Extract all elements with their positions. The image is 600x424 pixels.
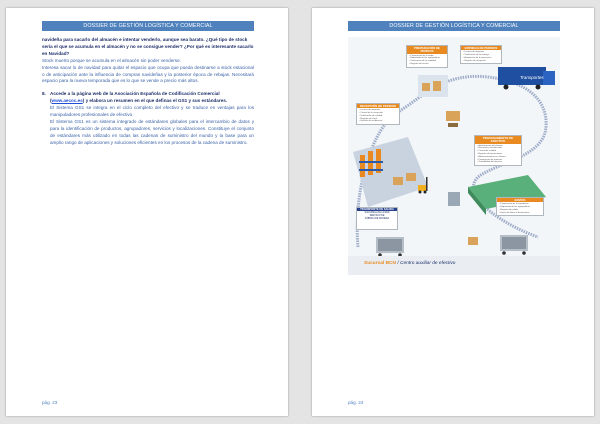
forklift-wheel <box>424 191 427 194</box>
trans-line: FÁBRICA DE MONEDA <box>364 218 390 221</box>
box-item: • Etiquetado de los agrupadores <box>499 206 541 209</box>
item-answer-2: El Sistema GS1 es un sistema integrado de estándares globales para el intercambio de datos y para la identificación de productos, agrupadores, servicios y localizaciones. Constituye el conjunto de estándares más utilizado en todas las cadenas de suministro del mundo y la base para un amplio rango de aplicaciones y soluciones eficientes en los procesos de la cadena de suministro. <box>50 118 254 145</box>
box-item: • Control de calidad <box>477 150 519 153</box>
cash-container <box>448 192 460 206</box>
box-item: • Preparación de la expedición <box>499 203 541 206</box>
diagram-illustration <box>348 37 560 275</box>
page-content <box>42 37 254 147</box>
box-envios <box>496 197 544 216</box>
answer-line: Stock muerto porque se acumula en el almacén sin poder venderse. <box>42 57 181 63</box>
trolley-wheel <box>502 251 506 255</box>
answer-paragraph: Interesa sacar lo de navidad para quitar el espacio que ocupa que pueda destinarse a stock estacional o de anticipación ante la influencia de compras navideñas y la posterior época de rebajas. Necesitará espacio para la nueva temporada que es lo que se vende a precio más altos. <box>42 64 254 84</box>
page-number: pág. 23 <box>42 400 58 405</box>
box-body <box>475 144 521 166</box>
box-item: • Control de la recepción <box>359 112 397 115</box>
box-item: • Preparación de remesas <box>477 159 519 162</box>
box-item: • Lectura de etiquetas <box>359 109 397 112</box>
delivery-truck-cab <box>543 71 555 85</box>
box-item: • Gestión de incidencias <box>359 120 397 123</box>
question-text: navideña para sacarlo del almacén e intentar venderlo, aunque sea barato. ¿Qué tipo de stock sería el que se acumula en el almacén y no se consigue vender? ¿Por qué es interesante sacarlo en Navidad? <box>42 37 254 56</box>
box-item: • Trazabilidad del efectivo <box>477 161 519 164</box>
box-item: • Registro de recepción <box>463 60 499 63</box>
box-title: ENVÍOS <box>497 198 543 202</box>
box-title: PREPARACIÓN DE PEDIDOS <box>407 46 447 54</box>
cash-cycle-diagram <box>348 37 560 275</box>
box-item: • Verificación de la entrega <box>463 54 499 57</box>
page-header-bar: DOSSIER DE GESTIÓN LOGÍSTICA Y COMERCIAL <box>42 21 254 31</box>
document-page-left <box>6 8 288 416</box>
box-item: • Registro de salida <box>499 209 541 212</box>
aecoc-link[interactable]: www.aecoc.es <box>51 98 83 104</box>
trans-title: TRANSPORTE DE SALIDA <box>357 208 397 211</box>
item-answer-1: El Sistema GS1 se integra en el ciclo completo del efectivo y se traduce en ventajas para los manipuladores profesionales de efectivo. <box>50 105 254 118</box>
diagram-caption <box>364 261 455 266</box>
forklift-mast <box>426 177 428 191</box>
item-question-end: ) y elabora un resumen en el que definas el GS1 y sus estándares. <box>82 98 228 104</box>
item-question <box>50 91 254 105</box>
box-body <box>461 50 501 63</box>
pallet-boxes <box>468 237 478 245</box>
shelf-rack <box>360 155 365 177</box>
shelf-beam <box>359 169 383 171</box>
box-body <box>357 108 399 124</box>
truck-wheel <box>536 85 541 90</box>
box-title: RECEPCIÓN DE PEDIDOS <box>357 104 399 108</box>
box-preparacion-pedidos <box>406 45 448 68</box>
box-item: • Verificación de la cantidad <box>409 60 445 63</box>
item-question-start: Accede a la página web de la Asociación Española de Codificación Comercial ( <box>50 91 220 104</box>
truck-wheel <box>504 85 509 90</box>
box-item: • Lectura de etiquetas <box>463 51 499 54</box>
pallet-boxes <box>422 83 430 91</box>
page-number: pág. 24 <box>348 400 364 405</box>
box-item: • Recuento y clasificación <box>477 147 519 150</box>
box-item: • Identificación del efectivo <box>477 145 519 148</box>
pallet-boxes <box>446 111 460 121</box>
trans-line: SERVICIO DE <box>369 215 385 218</box>
box-item: • Registro de stock <box>359 118 397 121</box>
trolley-wheel <box>522 251 526 255</box>
box-item: • Registro de operaciones <box>477 153 519 156</box>
page-header-bar: DOSSIER DE GESTIÓN LOGÍSTICA Y COMERCIAL <box>348 21 560 31</box>
box-item: • Preparación de la orden <box>409 55 445 58</box>
caption-sub: / Centro auxiliar de efectivo <box>397 261 456 266</box>
box-item: • Aceptación de la mercancía <box>463 57 499 60</box>
box-procesamiento-efectivo <box>474 135 522 166</box>
forklift <box>418 185 427 191</box>
box-title: ENTREGA DE PEDIDOS <box>461 46 501 50</box>
document-page-right <box>312 8 594 416</box>
box-item: • Envío de datos al destinatario <box>499 212 541 215</box>
cash-trolley-inner <box>378 239 402 251</box>
box-title: PROCESAMIENTO DE EFECTIVO <box>475 136 521 144</box>
box-body <box>497 202 543 215</box>
pallet <box>448 123 458 127</box>
box-transporte-salida <box>356 207 398 230</box>
box-item: • Verificación de calidad <box>359 115 397 118</box>
trans-line: SUCURSAL DE LA RED <box>364 212 390 215</box>
box-item: • Etiquetado de los agrupadores <box>409 57 445 60</box>
cash-trolley-inner <box>502 237 526 249</box>
caption-main: Sucursal BCN <box>364 261 396 266</box>
box-recepcion-pedidos <box>356 103 400 125</box>
shelf-beam <box>359 161 383 163</box>
pallet-boxes <box>393 177 403 185</box>
box-entrega-pedidos <box>460 45 502 64</box>
truck-label: Transportes <box>520 75 544 80</box>
pallet-boxes <box>433 81 441 91</box>
box-item: • Almacenamiento en cámara <box>477 156 519 159</box>
item-number: 8. <box>42 91 46 97</box>
forklift-wheel <box>419 191 422 194</box>
box-item: • Registro de envíos <box>409 63 445 66</box>
box-body <box>407 54 447 67</box>
trans-body <box>357 211 397 221</box>
pallet-boxes <box>406 173 416 181</box>
list-item-8 <box>42 91 254 146</box>
